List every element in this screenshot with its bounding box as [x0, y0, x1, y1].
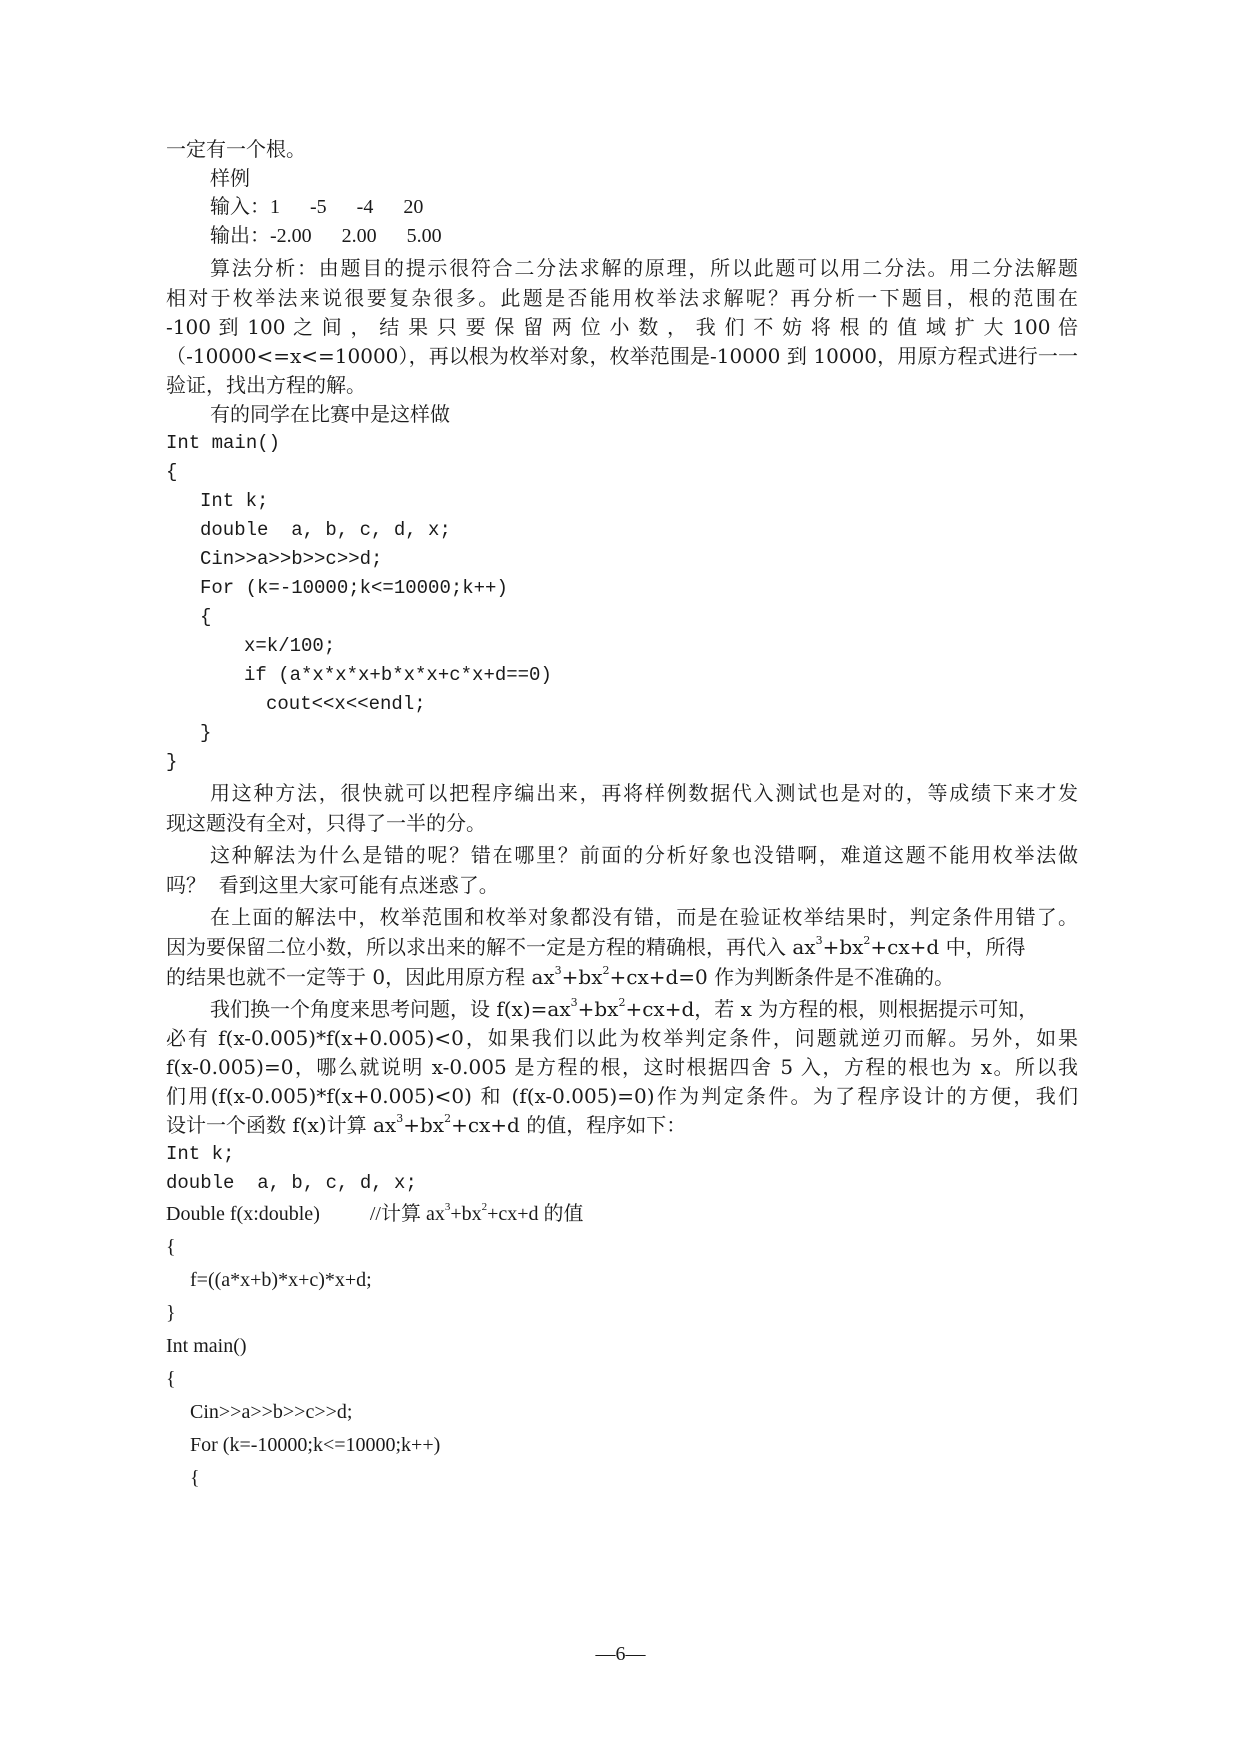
text-span: +bx — [822, 935, 864, 959]
sample-output-line: 输出：-2.00 2.00 5.00 — [210, 225, 442, 247]
text-span: +cx+d，若 x 为方程的根，则根据提示可知， — [625, 997, 1039, 1021]
paragraph-line: （-10000<=x<=10000），再以根为枚举对象，枚举范围是-10000 到 10000，用原方程式进行一一 — [166, 344, 1078, 368]
code-line: if (a*x*x*x+b*x*x+c*x+d==0) — [244, 664, 552, 686]
superscript: 3 — [815, 934, 823, 948]
paragraph-line: 在上面的解法中，枚举范围和枚举对象都没有错，而是在验证枚举结果时，判定条件用错了。 — [210, 905, 1078, 929]
text-span: 设计一个函数 f(x)计算 ax — [166, 1113, 397, 1137]
paragraph-line: f(x-0.005)=0，哪么就说明 x-0.005 是方程的根，这时根据四舍 5 入，方程的根也为 x。所以我 — [166, 1055, 1078, 1079]
paragraph-line: 验证，找出方程的解。 — [166, 373, 366, 397]
text-span: +bx — [450, 1203, 482, 1225]
superscript: 2 — [481, 1201, 488, 1214]
paragraph-line: 有的同学在比赛中是这样做 — [210, 402, 450, 426]
code-line: Int k; — [166, 1143, 235, 1165]
paragraph-line: 相对于枚举法来说很要复杂很多。此题是否能用枚举法求解呢？再分析一下题目，根的范围在 — [166, 286, 1078, 310]
code-line: } — [166, 1302, 176, 1324]
paragraph-line: 这种解法为什么是错的呢？错在哪里？前面的分析好象也没错啊，难道这题不能用枚举法做 — [210, 843, 1078, 867]
code-line: Int main() — [166, 432, 281, 454]
code-line: double a, b, c, d, x; — [200, 519, 451, 541]
code-line: Int main() — [166, 1335, 247, 1357]
code-line: } — [166, 751, 178, 773]
code-line: { — [166, 461, 178, 483]
code-line: { — [166, 1236, 176, 1258]
page-number: —6— — [595, 1643, 646, 1665]
text-span: +cx+d 的值，程序如下： — [451, 1113, 687, 1137]
text-span: 的结果也就不一定等于 0，因此用原方程 ax — [166, 965, 555, 989]
paragraph-line — [166, 964, 954, 990]
paragraph-line: -100 到 100 之 间 ， 结 果 只 要 保 留 两 位 小 数 ， 我 们 不 妨 将 根 的 值 域 扩 大 100 倍 — [166, 315, 1078, 339]
text-span: 我们换一个角度来思考问题，设 f(x)=ax — [210, 997, 571, 1021]
text-span: Double f(x:double) //计算 ax — [166, 1203, 445, 1225]
text-span: +bx — [403, 1113, 445, 1137]
code-line: x=k/100; — [244, 635, 336, 657]
code-line: Cin>>a>>b>>c>>d; — [190, 1401, 353, 1423]
paragraph-line — [166, 934, 1026, 960]
superscript: 2 — [602, 964, 610, 978]
superscript: 3 — [396, 1112, 404, 1126]
superscript: 3 — [554, 964, 562, 978]
paragraph-line: 现这题没有全对，只得了一半的分。 — [166, 811, 486, 835]
paragraph-line: 吗？ 看到这里大家可能有点迷惑了。 — [166, 873, 499, 897]
code-line: Int k; — [200, 490, 269, 512]
superscript: 2 — [863, 934, 871, 948]
superscript: 2 — [618, 996, 626, 1010]
text-line: 样例 — [210, 166, 250, 190]
code-line: f=((a*x+b)*x+c)*x+d; — [190, 1269, 372, 1291]
sample-input-line: 输入：1 -5 -4 20 — [210, 196, 424, 218]
paragraph-line: 算法分析：由题目的提示很符合二分法求解的原理，所以此题可以用二分法。用二分法解题 — [210, 256, 1078, 280]
superscript: 2 — [444, 1112, 452, 1126]
text-span: +bx — [577, 997, 619, 1021]
text-span: +cx+d=0 作为判断条件是不准确的。 — [609, 965, 955, 989]
superscript: 3 — [444, 1201, 451, 1214]
text-line: 一定有一个根。 — [166, 137, 306, 161]
code-line: cout<<x<<endl; — [266, 693, 426, 715]
code-line — [166, 1201, 584, 1227]
paragraph-line: 们用(f(x-0.005)*f(x+0.005)<0) 和 (f(x-0.005)=0)作为判定条件。为了程序设计的方便，我们 — [166, 1084, 1078, 1108]
paragraph-line: 用这种方法，很快就可以把程序编出来，再将样例数据代入测试也是对的，等成绩下来才发 — [210, 781, 1078, 805]
text-span: 因为要保留二位小数，所以求出来的解不一定是方程的精确根，再代入 ax — [166, 935, 816, 959]
code-line: For (k=-10000;k<=10000;k++) — [200, 577, 508, 599]
code-line: { — [200, 606, 212, 628]
code-line: { — [190, 1467, 200, 1489]
code-line: double a, b, c, d, x; — [166, 1172, 417, 1194]
paragraph-line — [166, 1112, 686, 1138]
text-span: +cx+d 的值 — [487, 1203, 584, 1225]
paragraph-line — [210, 996, 1038, 1022]
superscript: 3 — [570, 996, 578, 1010]
code-line: Cin>>a>>b>>c>>d; — [200, 548, 383, 570]
code-line: For (k=-10000;k<=10000;k++) — [190, 1434, 441, 1456]
text-span: +bx — [561, 965, 603, 989]
text-span: +cx+d 中，所得 — [870, 935, 1026, 959]
code-line: { — [166, 1368, 176, 1390]
paragraph-line: 必有 f(x-0.005)*f(x+0.005)<0，如果我们以此为枚举判定条件，问题就逆刃而解。另外，如果 — [166, 1026, 1078, 1050]
code-line: } — [200, 722, 212, 744]
